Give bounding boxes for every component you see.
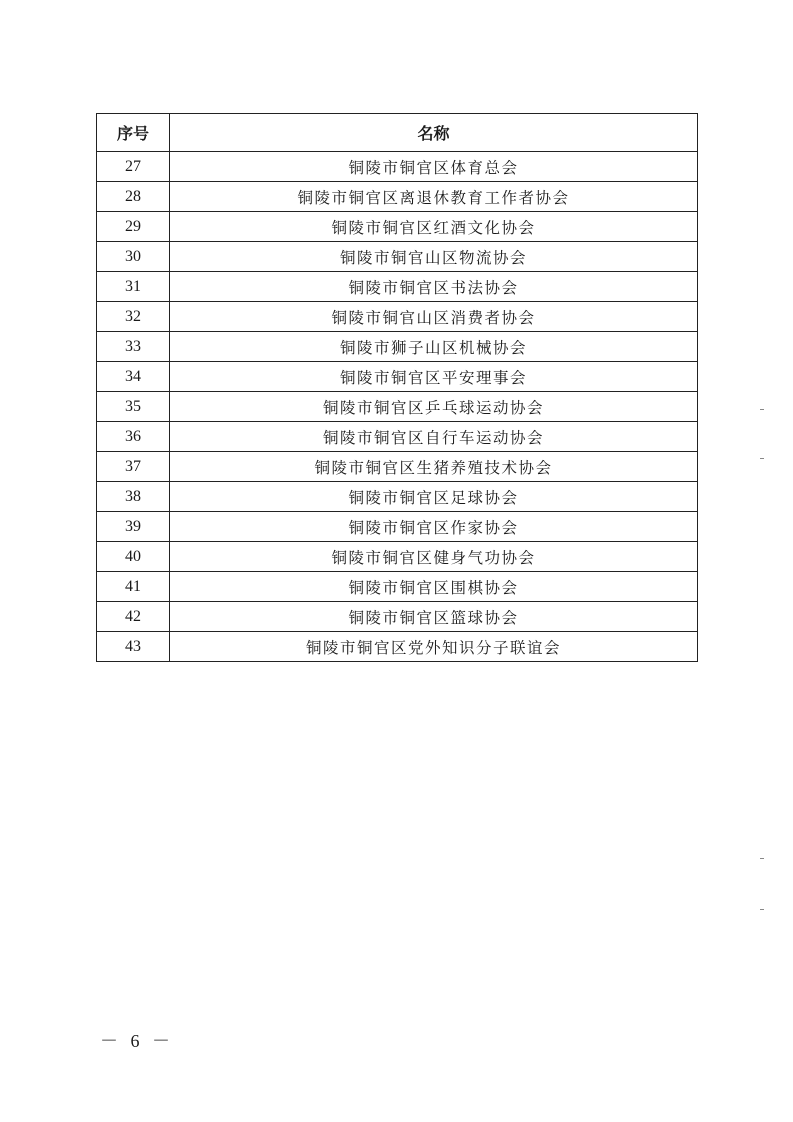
organization-name-cell: 铜陵市铜官区党外知识分子联谊会 xyxy=(170,632,698,662)
organization-name-cell: 铜陵市铜官区篮球协会 xyxy=(170,602,698,632)
table-row xyxy=(97,542,698,572)
scan-speck xyxy=(760,458,764,459)
table-row xyxy=(97,512,698,542)
page-number: － 6 － xyxy=(100,1031,174,1051)
scan-speck xyxy=(760,858,764,859)
organization-name-cell: 铜陵市铜官区红酒文化协会 xyxy=(170,212,698,242)
serial-number-cell: 36 xyxy=(97,422,170,452)
table-row xyxy=(97,302,698,332)
organization-name-cell: 铜陵市铜官区乒乓球运动协会 xyxy=(170,392,698,422)
serial-number-cell: 42 xyxy=(97,602,170,632)
table-row xyxy=(97,332,698,362)
organization-name-cell: 铜陵市铜官区自行车运动协会 xyxy=(170,422,698,452)
organization-name-cell: 铜陵市铜官山区消费者协会 xyxy=(170,302,698,332)
serial-number-cell: 38 xyxy=(97,482,170,512)
table-row xyxy=(97,182,698,212)
organization-name-cell: 铜陵市铜官区足球协会 xyxy=(170,482,698,512)
organization-name-cell: 铜陵市铜官区体育总会 xyxy=(170,152,698,182)
organizations-table xyxy=(96,113,698,662)
organization-name-cell: 铜陵市铜官区作家协会 xyxy=(170,512,698,542)
table-body xyxy=(97,152,698,662)
organization-name-cell: 铜陵市铜官区离退休教育工作者协会 xyxy=(170,182,698,212)
organization-name-cell: 铜陵市铜官区生猪养殖技术协会 xyxy=(170,452,698,482)
organization-name-cell: 铜陵市狮子山区机械协会 xyxy=(170,332,698,362)
serial-number-cell: 27 xyxy=(97,152,170,182)
table-row xyxy=(97,632,698,662)
table-header xyxy=(97,114,698,152)
table-row xyxy=(97,212,698,242)
organization-name-cell: 铜陵市铜官区书法协会 xyxy=(170,272,698,302)
organization-name-cell: 铜陵市铜官区围棋协会 xyxy=(170,572,698,602)
serial-number-cell: 32 xyxy=(97,302,170,332)
organization-name-cell: 铜陵市铜官山区物流协会 xyxy=(170,242,698,272)
column-header-name: 名称 xyxy=(170,114,698,152)
serial-number-cell: 34 xyxy=(97,362,170,392)
organization-name-cell: 铜陵市铜官区平安理事会 xyxy=(170,362,698,392)
table-row xyxy=(97,272,698,302)
serial-number-cell: 40 xyxy=(97,542,170,572)
table-row xyxy=(97,152,698,182)
serial-number-cell: 28 xyxy=(97,182,170,212)
table-row xyxy=(97,362,698,392)
serial-number-cell: 35 xyxy=(97,392,170,422)
table-row xyxy=(97,392,698,422)
table-row xyxy=(97,422,698,452)
serial-number-cell: 29 xyxy=(97,212,170,242)
serial-number-cell: 43 xyxy=(97,632,170,662)
column-header-serial-number: 序号 xyxy=(97,114,170,152)
organization-name-cell: 铜陵市铜官区健身气功协会 xyxy=(170,542,698,572)
serial-number-cell: 41 xyxy=(97,572,170,602)
scan-speck xyxy=(760,909,764,910)
table-header-row xyxy=(97,114,698,152)
table-row xyxy=(97,482,698,512)
serial-number-cell: 37 xyxy=(97,452,170,482)
table-row xyxy=(97,452,698,482)
table-row xyxy=(97,242,698,272)
serial-number-cell: 39 xyxy=(97,512,170,542)
serial-number-cell: 31 xyxy=(97,272,170,302)
table-row xyxy=(97,572,698,602)
table-row xyxy=(97,602,698,632)
scan-speck xyxy=(760,409,764,410)
serial-number-cell: 30 xyxy=(97,242,170,272)
serial-number-cell: 33 xyxy=(97,332,170,362)
